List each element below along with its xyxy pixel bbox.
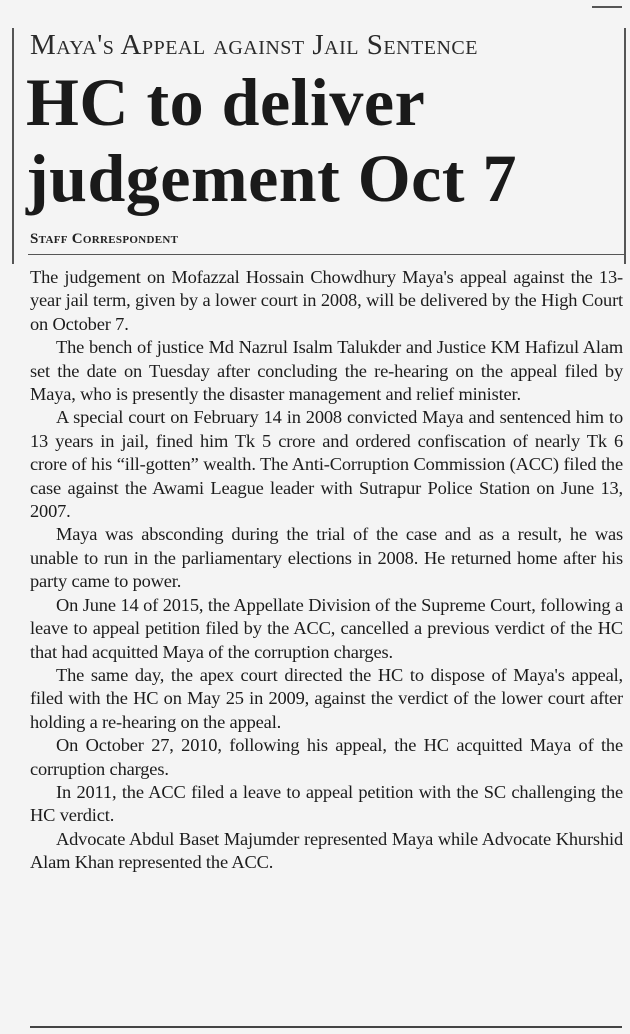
headline-right-rule bbox=[624, 28, 626, 264]
paragraph-5: On June 14 of 2015, the Appellate Division of the Supreme Court, following a leave to appeal petition filed by the ACC, cancelled a previous verdict of the HC that had acquitted Maya of the corruption charges. bbox=[30, 594, 623, 662]
bottom-rule bbox=[30, 1026, 622, 1028]
paragraph-4: Maya was absconding during the trial of the case and as a result, he was unable to run in the parliamentary elections in 2008. He returned home after his party came to power. bbox=[30, 524, 623, 592]
byline: Staff Correspondent bbox=[30, 231, 179, 247]
byline-rule bbox=[28, 254, 624, 255]
headline-left-rule bbox=[12, 28, 14, 264]
paragraph-8: In 2011, the ACC filed a leave to appeal petition with the SC challenging the HC verdict. bbox=[30, 781, 623, 826]
top-right-rule bbox=[592, 6, 622, 8]
article-body bbox=[30, 266, 623, 875]
paragraph-2: The bench of justice Md Nazrul Isalm Talukder and Justice KM Hafizul Alam set the date on Tuesday after concluding the re-hearing on the appeal filed by Maya, who is presently the disaster management and relief minister. bbox=[30, 337, 623, 405]
headline-line-2: judgement Oct 7 bbox=[26, 140, 517, 216]
paragraph-9: Advocate Abdul Baset Majumder represented Maya while Advocate Khurshid Alam Khan represented the ACC. bbox=[30, 828, 623, 873]
paragraph-7: On October 27, 2010, following his appeal, the HC acquitted Maya of the corruption charges. bbox=[30, 735, 623, 779]
kicker: Maya's Appeal against Jail Sentence bbox=[30, 29, 478, 61]
paragraph-6: The same day, the apex court directed the HC to dispose of Maya's appeal, filed with the HC on May 25 in 2009, against the verdict of the lower court after holding a re-hearing on the appeal. bbox=[30, 664, 623, 732]
paragraph-3: A special court on February 14 in 2008 convicted Maya and sentenced him to 13 years in jail, fined him Tk 5 crore and ordered confiscation of nearly Tk 6 crore of his “ill-gotten” wealth. The Anti-Corruption Commission (ACC) filed the case against the Awami League leader with Sutrapur Police Station on June 13, 2007. bbox=[30, 407, 623, 522]
paragraph-1: The judgement on Mofazzal Hossain Chowdhury Maya's appeal against the 13-year jail term, given by a lower court in 2008, will be delivered by the High Court on October 7. bbox=[30, 267, 623, 334]
headline-line-1: HC to deliver bbox=[26, 64, 426, 140]
headline bbox=[26, 64, 622, 216]
